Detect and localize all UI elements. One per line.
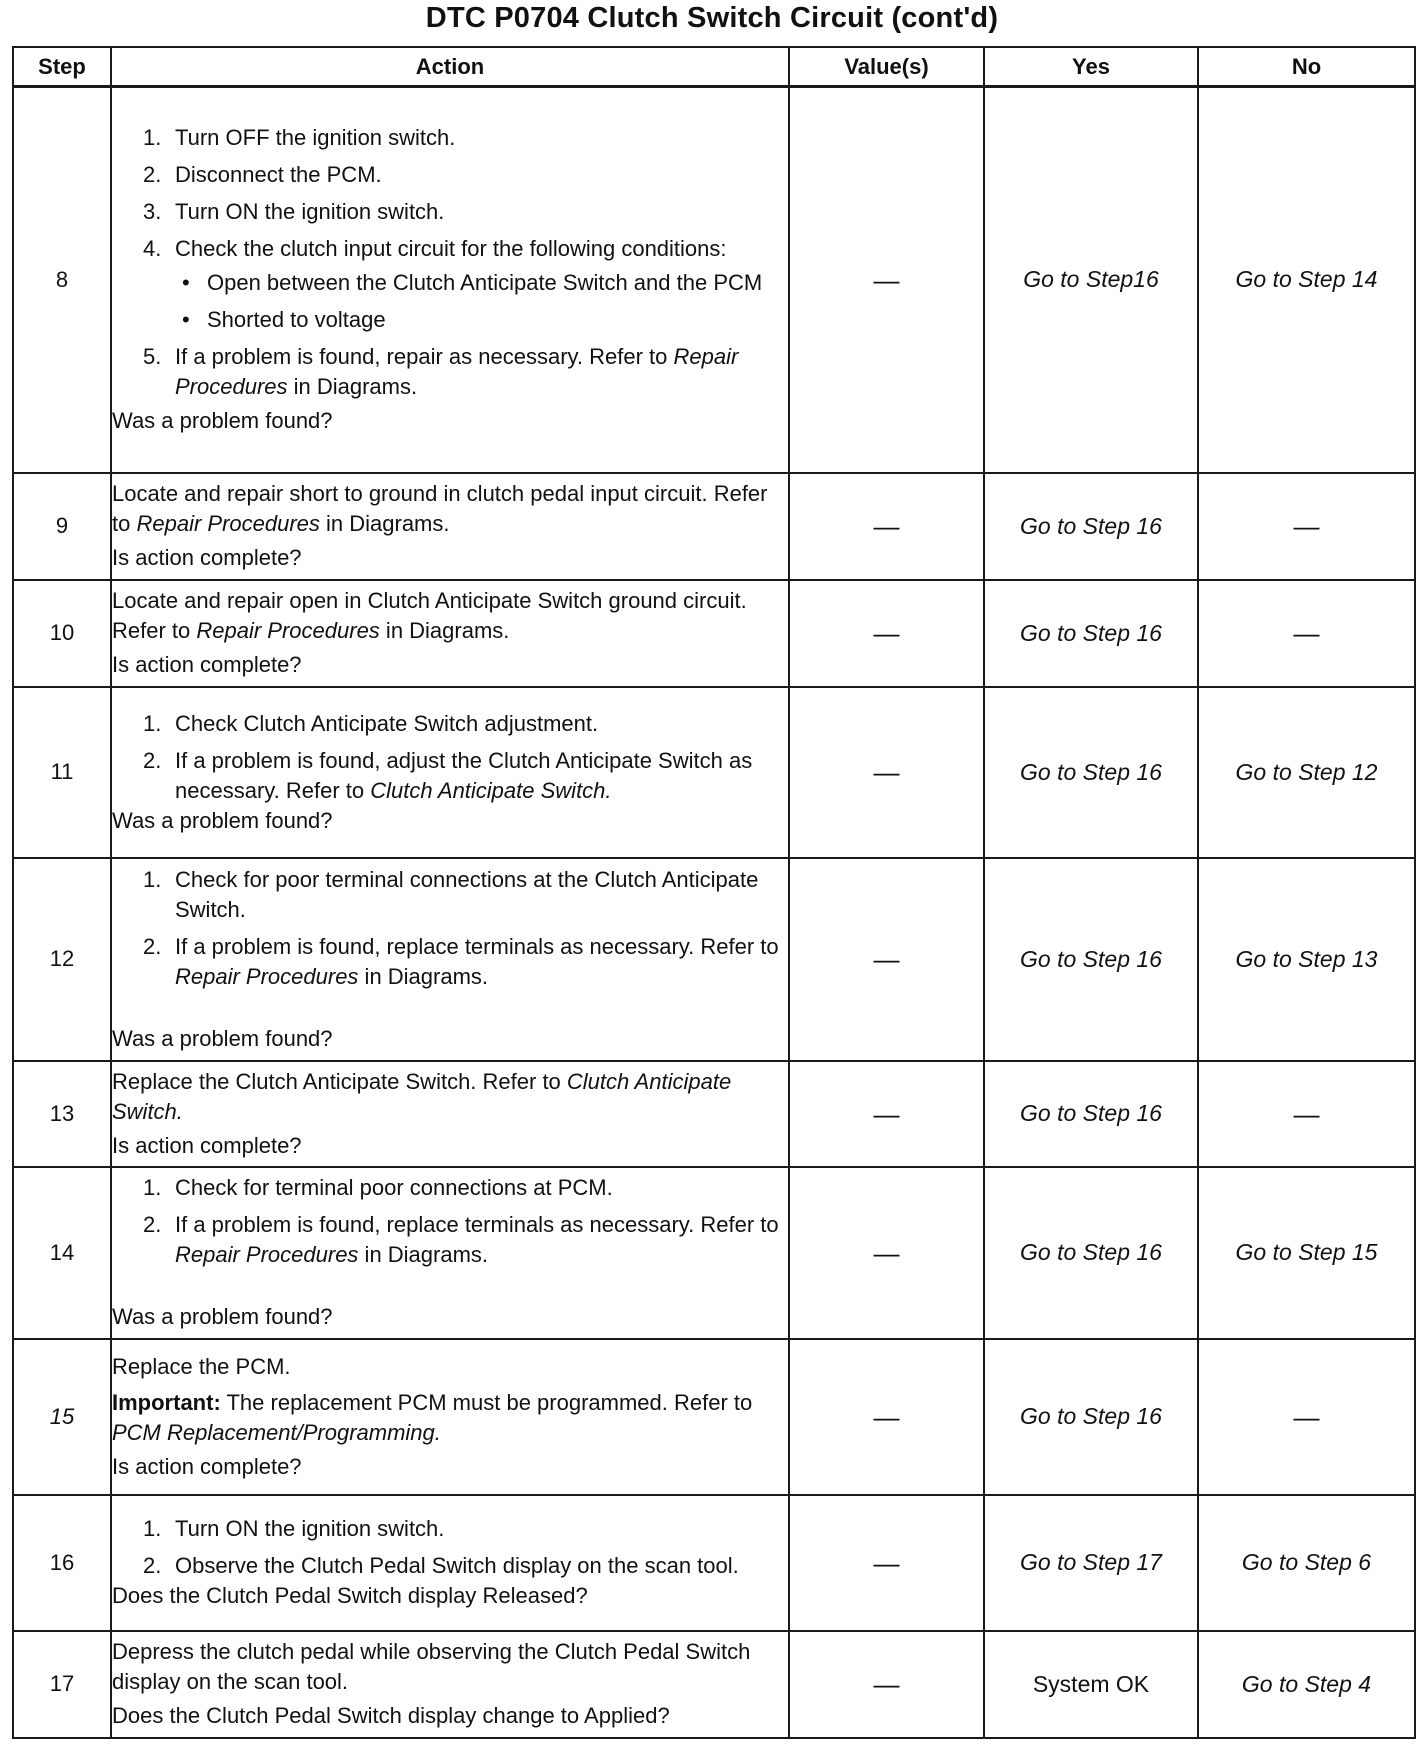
- page-title: DTC P0704 Clutch Switch Circuit (cont'd): [425, 2, 999, 34]
- action-step: 1. Check Clutch Anticipate Switch adjustment.: [143, 710, 599, 736]
- value-cell: —: [789, 687, 984, 858]
- action-step: 3. Turn ON the ignition switch.: [143, 199, 445, 225]
- important-note: Important: The replacement PCM must be programmed. Refer to PCM Replacement/Programming.: [112, 1389, 753, 1445]
- yes-cell: Go to Step 16: [984, 1339, 1198, 1495]
- action-question: Was a problem found?: [112, 1304, 333, 1329]
- action-step: 2. Disconnect the PCM.: [143, 162, 382, 188]
- table-row-step-13: [13, 1061, 1415, 1167]
- header-no: No: [1198, 47, 1415, 87]
- header-step: Step: [13, 47, 111, 87]
- action-steps: [112, 1173, 788, 1270]
- action-steps: [112, 709, 788, 806]
- value-cell: —: [789, 1495, 984, 1631]
- action-question: Is action complete?: [112, 1132, 302, 1158]
- action-step: 1. Check for poor terminal connections at the Clutch Anticipate Switch.: [143, 866, 759, 922]
- action-cell: [111, 473, 789, 580]
- condition-item: • Shorted to voltage: [175, 305, 788, 335]
- no-cell: —: [1198, 580, 1415, 687]
- value-cell: —: [789, 858, 984, 1061]
- step-number: 17: [13, 1631, 111, 1738]
- step-number: 14: [13, 1167, 111, 1339]
- yes-cell: System OK: [984, 1631, 1198, 1738]
- action-cell: [111, 87, 789, 473]
- no-cell: Go to Step 6: [1198, 1495, 1415, 1631]
- no-cell: Go to Step 13: [1198, 858, 1415, 1061]
- action-text: Depress the clutch pedal while observing the Clutch Pedal Switch display on the scan tool.: [112, 1639, 751, 1694]
- step-number: 10: [13, 580, 111, 687]
- action-step: 5. If a problem is found, repair as necessary. Refer to Repair Procedures in Diagrams.: [143, 344, 739, 400]
- action-question: Was a problem found?: [112, 807, 333, 833]
- action-text: Locate and repair short to ground in clutch pedal input circuit. Refer to Repair Procedures in Diagrams.: [112, 481, 768, 536]
- step-number: 8: [13, 87, 111, 473]
- no-cell: —: [1198, 473, 1415, 580]
- no-cell: —: [1198, 1339, 1415, 1495]
- yes-cell: Go to Step16: [984, 87, 1198, 473]
- step-number: 13: [13, 1061, 111, 1167]
- action-question: Is action complete?: [112, 652, 302, 677]
- step-number: 16: [13, 1495, 111, 1631]
- action-cell: [111, 1495, 789, 1631]
- action-cell: [111, 1061, 789, 1167]
- no-cell: Go to Step 15: [1198, 1167, 1415, 1339]
- no-cell: Go to Step 12: [1198, 687, 1415, 858]
- step-number: 15: [13, 1339, 111, 1495]
- yes-cell: Go to Step 16: [984, 1167, 1198, 1339]
- yes-cell: Go to Step 16: [984, 473, 1198, 580]
- action-question: Does the Clutch Pedal Switch display change to Applied?: [112, 1703, 670, 1728]
- value-cell: —: [789, 473, 984, 580]
- action-question: Does the Clutch Pedal Switch display Released?: [112, 1583, 588, 1608]
- action-step: 2. Observe the Clutch Pedal Switch display on the scan tool.: [143, 1553, 739, 1578]
- step-number: 12: [13, 858, 111, 1061]
- action-step: 1. Turn OFF the ignition switch.: [143, 125, 456, 151]
- action-step: 1. Check for terminal poor connections at PCM.: [143, 1175, 613, 1200]
- action-steps: [112, 865, 788, 992]
- header-action: Action: [111, 47, 789, 87]
- action-step: 2. If a problem is found, replace terminals as necessary. Refer to Repair Procedures in Diagrams.: [143, 1212, 779, 1267]
- table-row-step-14: [13, 1167, 1415, 1339]
- table-row-step-9: [13, 473, 1415, 580]
- value-cell: —: [789, 1167, 984, 1339]
- yes-cell: Go to Step 16: [984, 1061, 1198, 1167]
- action-cell: [111, 687, 789, 858]
- table-row-step-15: [13, 1339, 1415, 1495]
- action-cell: [111, 1631, 789, 1738]
- value-cell: —: [789, 580, 984, 687]
- yes-cell: Go to Step 17: [984, 1495, 1198, 1631]
- table-row-step-16: [13, 1495, 1415, 1631]
- table-row-step-12: [13, 858, 1415, 1061]
- action-text: Replace the PCM.: [112, 1353, 291, 1379]
- header-row: [13, 47, 1415, 87]
- condition-list: [175, 268, 788, 335]
- action-text: Locate and repair open in Clutch Anticipate Switch ground circuit. Refer to Repair Procedures in Diagrams.: [112, 588, 747, 643]
- header-yes: Yes: [984, 47, 1198, 87]
- yes-cell: Go to Step 16: [984, 580, 1198, 687]
- no-cell: —: [1198, 1061, 1415, 1167]
- action-step: 1. Turn ON the ignition switch.: [143, 1516, 445, 1541]
- action-text: Replace the Clutch Anticipate Switch. Refer to Clutch Anticipate Switch.: [112, 1068, 732, 1124]
- value-cell: —: [789, 1631, 984, 1738]
- table-row-step-17: [13, 1631, 1415, 1738]
- step-number: 11: [13, 687, 111, 858]
- action-question: Is action complete?: [112, 1453, 302, 1479]
- action-question: Was a problem found?: [112, 1025, 333, 1051]
- step-number: 9: [13, 473, 111, 580]
- action-question: Is action complete?: [112, 545, 302, 570]
- no-cell: Go to Step 4: [1198, 1631, 1415, 1738]
- value-cell: —: [789, 1061, 984, 1167]
- table-row-step-10: [13, 580, 1415, 687]
- value-cell: —: [789, 1339, 984, 1495]
- value-cell: —: [789, 87, 984, 473]
- condition-item: • Open between the Clutch Anticipate Switch and the PCM: [175, 268, 788, 298]
- action-cell: [111, 1167, 789, 1339]
- diagnostic-table: [12, 46, 1416, 1739]
- action-steps: [112, 123, 788, 402]
- table-row-step-8: [13, 87, 1415, 473]
- yes-cell: Go to Step 16: [984, 687, 1198, 858]
- action-cell: [111, 858, 789, 1061]
- table-row-step-11: [13, 687, 1415, 858]
- action-cell: [111, 1339, 789, 1495]
- action-cell: [111, 580, 789, 687]
- action-step: 2. If a problem is found, adjust the Clutch Anticipate Switch as necessary. Refer to Clutch Anticipate Switch.: [143, 747, 753, 803]
- action-question: Was a problem found?: [112, 408, 333, 434]
- action-step: 2. If a problem is found, replace terminals as necessary. Refer to Repair Procedures in Diagrams.: [143, 933, 779, 989]
- action-step: 4. Check the clutch input circuit for the following conditions: • Open between the Clutch Anticipate Switch and the PCM • Shorted to voltage: [143, 234, 788, 335]
- header-values: Value(s): [789, 47, 984, 87]
- no-cell: Go to Step 14: [1198, 87, 1415, 473]
- action-steps: [112, 1514, 788, 1581]
- yes-cell: Go to Step 16: [984, 858, 1198, 1061]
